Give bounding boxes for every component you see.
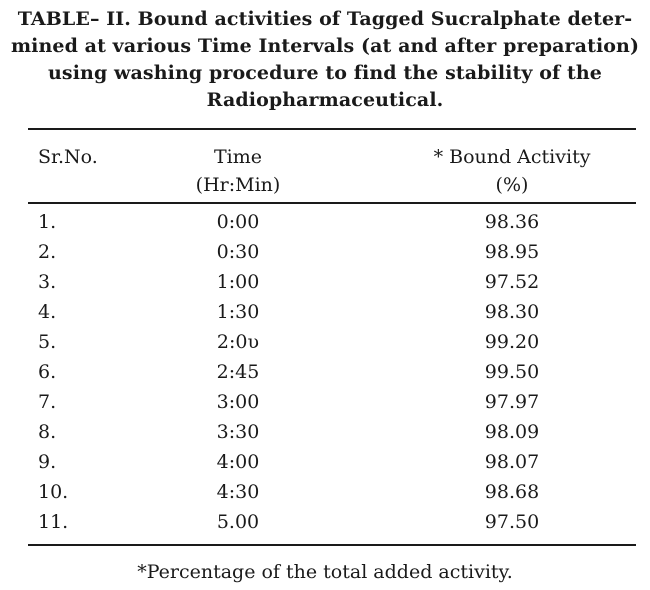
header-bound-activity: * Bound Activity [433, 146, 591, 168]
cell-time: 2:45 [216, 361, 260, 383]
table-row [0, 268, 650, 297]
cell-bound-activity: 98.36 [484, 211, 540, 233]
cell-time: 0:30 [216, 241, 260, 263]
cell-time: 1:30 [216, 301, 260, 323]
cell-time: 0:00 [216, 211, 260, 233]
cell-bound-activity: 97.50 [484, 511, 540, 533]
header-bound-activity-unit: (%) [495, 174, 529, 196]
cell-sr-no: 8. [38, 421, 57, 443]
caption-line: TABLE– II. Bound activities of Tagged Sucralphate deter- [17, 8, 633, 30]
cell-sr-no: 7. [38, 391, 57, 413]
table-row [0, 238, 650, 267]
table-row [0, 478, 650, 507]
cell-time: 3:30 [216, 421, 260, 443]
cell-sr-no: 6. [38, 361, 57, 383]
table-footnote: *Percentage of the total added activity. [137, 561, 513, 583]
cell-bound-activity: 98.68 [484, 481, 540, 503]
header-time-unit: (Hr:Min) [195, 174, 281, 196]
cell-bound-activity: 98.07 [484, 451, 540, 473]
caption-line: using washing procedure to find the stability of the [48, 62, 602, 84]
cell-bound-activity: 97.97 [484, 391, 540, 413]
table-row [0, 358, 650, 387]
cell-time: 3:00 [216, 391, 260, 413]
cell-bound-activity: 98.30 [484, 301, 540, 323]
caption-line: mined at various Time Intervals (at and after preparation) [10, 35, 640, 57]
table-row [0, 298, 650, 327]
cell-sr-no: 11. [38, 511, 69, 533]
header-sr-no: Sr.No. [38, 146, 98, 168]
table-row [0, 418, 650, 447]
cell-time: 2:0υ [216, 331, 260, 353]
table-caption [0, 6, 650, 114]
cell-sr-no: 9. [38, 451, 57, 473]
cell-bound-activity: 99.50 [484, 361, 540, 383]
table-bottom-rule [28, 544, 636, 546]
table-top-rule [28, 128, 636, 130]
cell-sr-no: 1. [38, 211, 57, 233]
cell-time: 5.00 [216, 511, 260, 533]
cell-sr-no: 10. [38, 481, 69, 503]
cell-bound-activity: 98.95 [484, 241, 540, 263]
cell-sr-no: 5. [38, 331, 57, 353]
cell-sr-no: 4. [38, 301, 57, 323]
cell-bound-activity: 97.52 [484, 271, 540, 293]
cell-bound-activity: 98.09 [484, 421, 540, 443]
table-row [0, 448, 650, 477]
cell-time: 4:00 [216, 451, 260, 473]
caption-line: Radiopharmaceutical. [206, 89, 444, 111]
cell-sr-no: 3. [38, 271, 57, 293]
header-time: Time [213, 146, 262, 168]
table-row [0, 508, 650, 537]
table-row [0, 388, 650, 417]
cell-bound-activity: 99.20 [484, 331, 540, 353]
header-rule [28, 202, 636, 204]
cell-time: 1:00 [216, 271, 260, 293]
table-row [0, 328, 650, 357]
cell-sr-no: 2. [38, 241, 57, 263]
table-row [0, 208, 650, 237]
cell-time: 4:30 [216, 481, 260, 503]
